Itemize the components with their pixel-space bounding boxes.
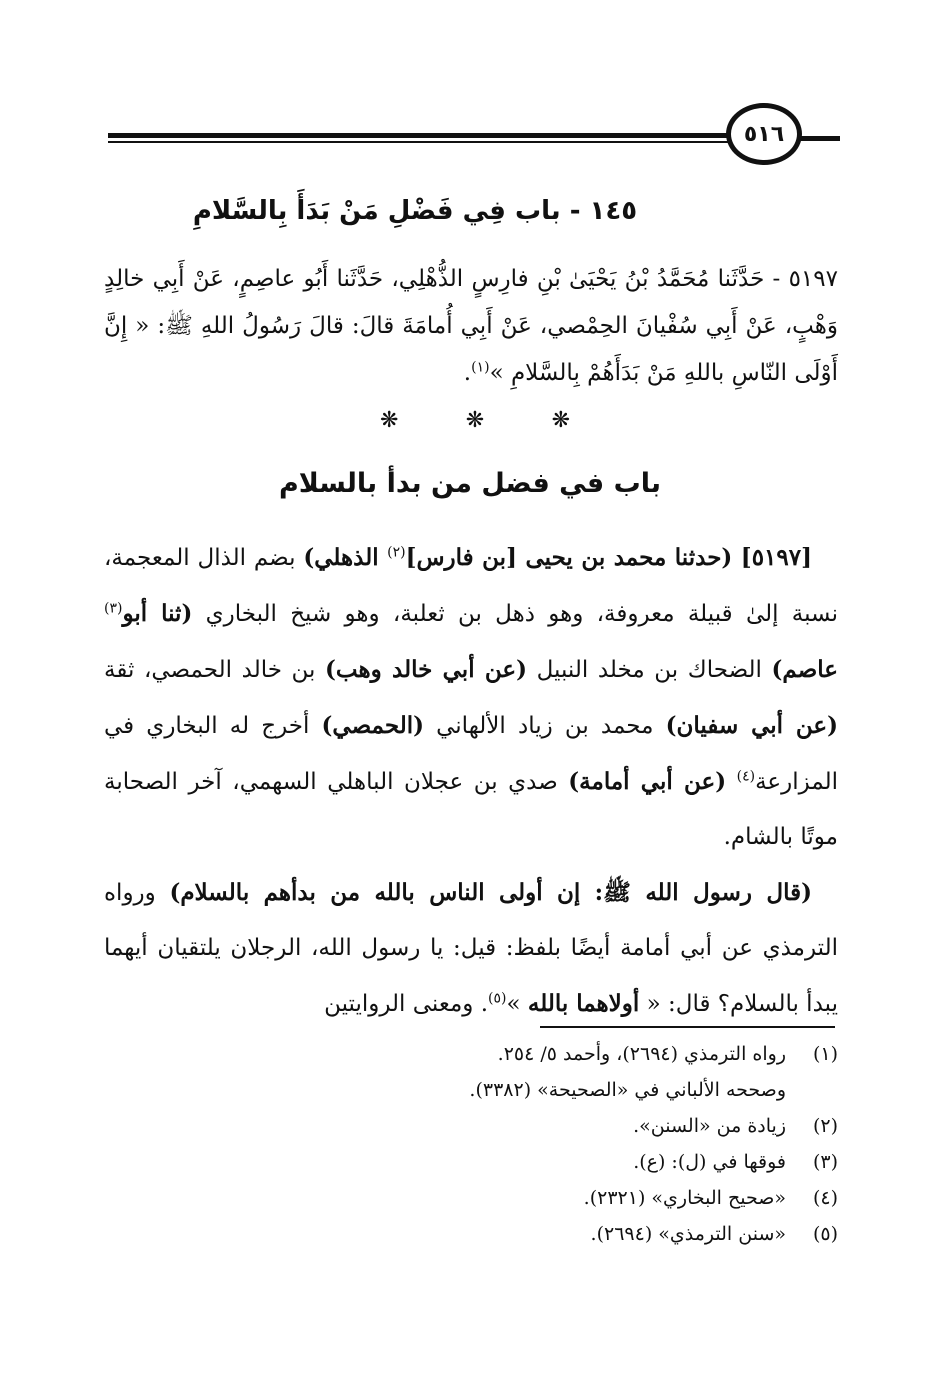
separator-stars [380,408,570,433]
footnote-number: (٤) [812,1187,838,1209]
plain-text [726,769,737,795]
star-icon: ❋ [380,408,399,433]
bold-text: (عن أبي سفيان) [665,712,838,739]
footnote-text: فوقها في (ل): (ع). [633,1151,786,1173]
plain-text: بضم الذال المعجمة، نسبة إلىٰ قبيلة معروفة، وهو ذهل بن ثعلبة، وهو شيخ البخاري [104,545,838,627]
footnote-text: رواه الترمذي (٢٦٩٤)، وأحمد ٥/ ٢٥٤. [497,1043,786,1065]
footnote-number: (٣) [812,1151,838,1173]
plain-text: الضحاك بن مخلد النبيل [527,657,772,683]
footnote-rule [540,1026,835,1028]
chapter-title: ١٤٥ - باب فِي فَضْلِ مَنْ بَدَأَ بِالسَّلامِ [192,196,638,226]
plain-text: أخرج له البخاري في المزارعة [104,713,839,795]
commentary-paragraph [104,530,838,865]
footnote-text: «صحيح البخاري» (٢٣٢١). [583,1187,786,1209]
bold-text: (الحمصي) [321,712,424,739]
footnote [300,1108,838,1144]
bold-text: (عن أبي خالد وهب) [325,656,528,683]
footnote-text: وصححه الألباني في «الصحيحة» (٣٣٨٢). [469,1079,786,1101]
hadith-text: ٥١٩٧ - حَدَّثَنا مُحَمَّدُ بْنُ يَحْيَىٰ بْنِ فارِسٍ الذُّهْلِي، حَدَّثَنا أَبُو عاصِمٍ، عَنْ أَبِي خالِدٍ وَهْبٍ، عَنْ أَبِي سُفْيانَ الحِمْصي، عَنْ أَبِي أُمامَةَ قالَ: قالَ رَسُولُ اللهِ ﷺ: « إِنَّ أَوْلَى النّاسِ باللهِ مَنْ بَدَأَهُمْ بِالسَّلامِ »$^{(١)}$. [104,266,838,386]
footnote [300,1144,838,1180]
header-rule-thin [108,141,728,143]
bold-text: عاصم) [771,656,838,683]
footnote-ref-1[interactable]: (١) [471,359,490,376]
bold-text: [٥١٩٧] (حدثنا محمد بن يحيى [بن فارس] [405,544,812,571]
footnote-text: «سنن الترمذي» (٢٦٩٤). [590,1223,786,1245]
plain-text: . ومعنى الروايتين [324,991,489,1017]
footnote-ref-5[interactable]: (٥) [488,990,507,1007]
commentary-title: باب في فضل من بدأ بالسلام [279,468,661,499]
plain-text: محمد بن زياد الألهاني [423,713,666,739]
plain-text: بن خالد الحمصي، ثقة [104,657,326,683]
footnote-ref-2[interactable]: (٢) [387,544,406,561]
bold-text: (عن أبي أمامة) [568,768,727,795]
footnote-ref-4[interactable]: (٤) [736,768,756,785]
bold-text: (ثنا أبو [122,600,193,627]
footnote-ref-3[interactable]: (٣) [104,600,123,617]
plain-text: صدي بن عجلان الباهلي السهمي، آخر الصحابة موتًا بالشام. [104,769,838,850]
footnote-text: زيادة من «السنن». [633,1115,786,1137]
commentary-body [104,530,838,1032]
footnote-number: (٥) [812,1223,838,1245]
star-icon: ❋ [465,408,485,433]
bold-text: أولاهما بالله [527,990,640,1017]
star-icon: ❋ [551,408,570,433]
footnote [300,1036,838,1072]
bold-text: (قال رسول الله ﷺ: إن أولى الناس بالله من بدأهم بالسلام) [169,879,812,906]
page-number: ٥١٦ [726,103,802,165]
header-rule [108,133,728,138]
plain-text: » [506,991,528,1017]
footnote-number: (٢) [812,1115,838,1137]
commentary-paragraph [104,865,838,1032]
hadith-body: ٥١٩٧ - حَدَّثَنا مُحَمَّدُ بْنُ يَحْيَىٰ بْنِ فارِسٍ الذُّهْلِي، حَدَّثَنا أَبُو عاصِمٍ، عَنْ أَبِي خالِدٍ وَهْبٍ، عَنْ أَبِي سُفْيانَ الحِمْصي، عَنْ أَبِي أُمامَةَ قالَ: قالَ رَسُولُ اللهِ ﷺ: « إِنَّ أَوْلَى النّاسِ باللهِ مَنْ بَدَأَهُمْ بِالسَّلامِ » [104,266,838,386]
footnote [300,1180,838,1216]
bold-text: الذهلي) [303,544,388,571]
plain-text: ورواه الترمذي عن أبي أمامة أيضًا بلفظ: قيل: يا رسول الله، الرجلان يلتقيان أيهما يبدأ بالسلام؟ قال: « [104,880,838,1017]
footnotes [300,1036,838,1252]
header-rule-right [800,136,840,141]
footnote-number: (١) [812,1043,838,1065]
footnote [300,1216,838,1252]
footnote-continuation [300,1072,838,1108]
